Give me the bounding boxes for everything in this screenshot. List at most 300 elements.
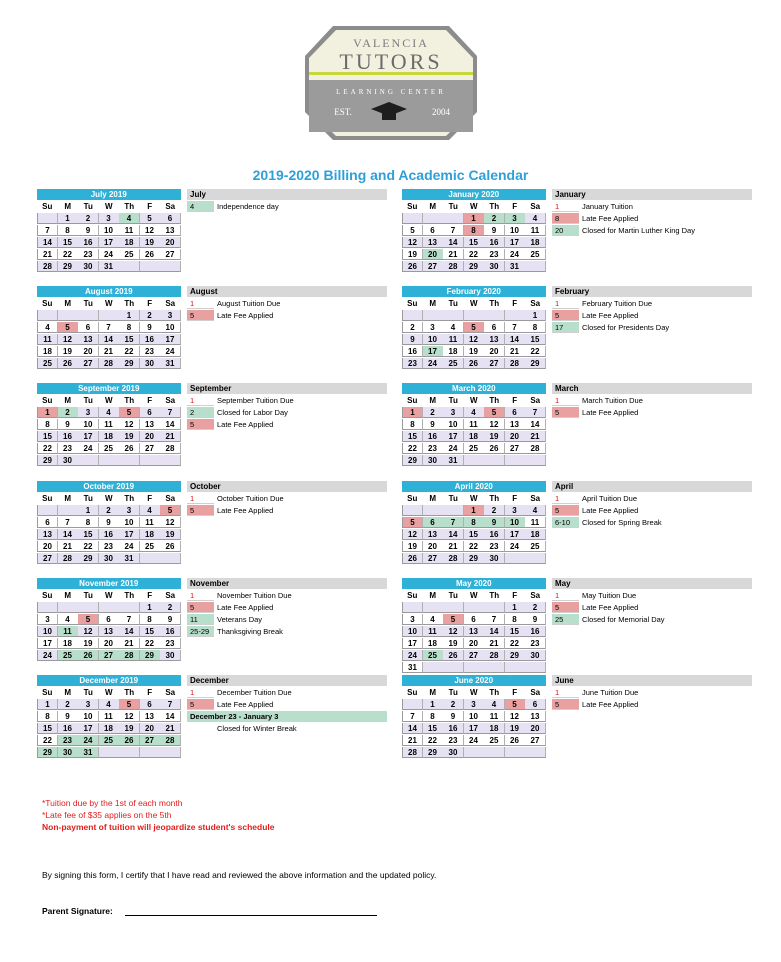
weekday-header: Th — [489, 396, 500, 405]
day-cell: 1 — [423, 699, 444, 710]
day-cell: 16 — [58, 723, 79, 734]
day-cell: 9 — [525, 614, 546, 625]
empty-cell — [464, 310, 485, 321]
event-description: Closed for Labor Day — [217, 408, 288, 417]
event-day: 8 — [552, 213, 579, 224]
empty-cell — [402, 699, 423, 710]
logo-year-text: 2004 — [432, 107, 450, 117]
month-event-header: March — [552, 383, 752, 394]
day-cell: 5 — [78, 614, 99, 625]
day-cell: 19 — [78, 638, 99, 649]
day-cell: 2 — [140, 310, 161, 321]
empty-cell — [58, 310, 79, 321]
day-cell: 26 — [140, 249, 161, 260]
day-cell: 8 — [119, 322, 140, 333]
weekday-header: M — [429, 202, 437, 211]
day-cell: 22 — [119, 346, 140, 357]
empty-cell — [423, 213, 444, 224]
day-cell: 10 — [423, 334, 444, 345]
signature-label: Parent Signature: — [42, 906, 113, 916]
day-cell: 9 — [58, 711, 79, 722]
empty-cell — [99, 310, 120, 321]
day-cell: 17 — [443, 431, 464, 442]
day-cell: 29 — [464, 553, 485, 564]
day-cell: 11 — [464, 419, 485, 430]
day-cell: 6 — [99, 614, 120, 625]
day-cell: 29 — [402, 455, 423, 466]
day-cell: 17 — [423, 346, 444, 357]
empty-cell — [443, 602, 464, 613]
day-cell: 28 — [443, 261, 464, 272]
day-cell: 26 — [58, 358, 79, 369]
day-cell: 27 — [464, 650, 485, 661]
event-day: 5 — [187, 602, 214, 613]
day-cell: 5 — [484, 407, 505, 418]
day-cell: 16 — [140, 334, 161, 345]
weekday-header: M — [429, 688, 437, 697]
day-cell: 31 — [78, 747, 99, 758]
day-cell: 10 — [78, 419, 99, 430]
day-cell: 10 — [505, 517, 526, 528]
day-cell: 23 — [78, 249, 99, 260]
day-cell: 22 — [140, 638, 161, 649]
day-cell: 15 — [37, 431, 58, 442]
day-cell: 26 — [402, 261, 423, 272]
weekday-header: F — [147, 299, 153, 308]
day-cell: 18 — [37, 346, 58, 357]
day-cell: 29 — [140, 650, 161, 661]
day-cell: 14 — [443, 529, 464, 540]
day-cell: 7 — [505, 322, 526, 333]
day-cell: 5 — [464, 322, 485, 333]
day-cell: 10 — [37, 626, 58, 637]
day-cell: 12 — [119, 419, 140, 430]
day-cell: 11 — [140, 517, 161, 528]
month-event-header: January — [552, 189, 752, 200]
empty-cell — [525, 747, 546, 758]
day-cell: 9 — [484, 517, 505, 528]
empty-cell — [505, 553, 526, 564]
empty-cell — [423, 310, 444, 321]
day-cell: 10 — [78, 711, 99, 722]
day-cell: 5 — [402, 225, 423, 236]
day-cell: 13 — [505, 419, 526, 430]
empty-cell — [505, 455, 526, 466]
day-cell: 25 — [484, 735, 505, 746]
day-cell: 14 — [37, 237, 58, 248]
day-cell: 8 — [58, 225, 79, 236]
event-description: Closed for Memorial Day — [582, 615, 665, 624]
day-cell: 5 — [58, 322, 79, 333]
day-cell: 14 — [402, 723, 423, 734]
day-cell: 23 — [58, 735, 79, 746]
weekday-header: F — [147, 688, 153, 697]
day-cell: 4 — [443, 322, 464, 333]
day-cell: 4 — [37, 322, 58, 333]
day-cell: 1 — [140, 602, 161, 613]
empty-cell — [423, 602, 444, 613]
day-cell: 30 — [484, 553, 505, 564]
day-cell: 24 — [37, 650, 58, 661]
day-cell: 17 — [78, 431, 99, 442]
day-cell: 9 — [423, 419, 444, 430]
day-cell: 15 — [505, 626, 526, 637]
day-cell: 3 — [423, 322, 444, 333]
day-cell: 24 — [119, 541, 140, 552]
event-description: April Tuition Due — [582, 494, 638, 503]
day-cell: 21 — [505, 346, 526, 357]
day-cell: 20 — [423, 249, 444, 260]
weekday-header: Su — [407, 396, 418, 405]
day-cell: 27 — [505, 443, 526, 454]
weekday-header: M — [64, 396, 72, 405]
weekday-header: F — [512, 494, 518, 503]
empty-cell — [119, 602, 140, 613]
day-cell: 9 — [140, 322, 161, 333]
day-cell: 24 — [505, 249, 526, 260]
day-cell: 27 — [78, 358, 99, 369]
day-cell: 20 — [423, 541, 444, 552]
day-cell: 12 — [402, 529, 423, 540]
day-cell: 5 — [140, 213, 161, 224]
weekday-header: Th — [124, 591, 135, 600]
day-cell: 24 — [505, 541, 526, 552]
day-cell: 9 — [99, 517, 120, 528]
day-cell: 4 — [484, 699, 505, 710]
event-day: 1 — [187, 395, 214, 406]
day-cell: 27 — [423, 261, 444, 272]
day-cell: 2 — [78, 213, 99, 224]
day-cell: 13 — [37, 529, 58, 540]
day-cell: 25 — [140, 541, 161, 552]
weekday-header: W — [469, 494, 478, 503]
event-description: Late Fee Applied — [217, 506, 274, 515]
day-cell: 27 — [140, 735, 161, 746]
day-cell: 10 — [119, 517, 140, 528]
weekday-header: Su — [407, 202, 418, 211]
event-description: February Tuition Due — [582, 299, 653, 308]
day-cell: 8 — [423, 711, 444, 722]
weekday-header: F — [147, 396, 153, 405]
day-cell: 2 — [402, 322, 423, 333]
day-cell: 30 — [58, 747, 79, 758]
empty-cell — [402, 505, 423, 516]
empty-cell — [160, 553, 181, 564]
day-cell: 21 — [160, 431, 181, 442]
day-cell: 7 — [484, 614, 505, 625]
weekday-header: Sa — [530, 688, 541, 697]
day-cell: 3 — [505, 505, 526, 516]
day-cell: 14 — [160, 711, 181, 722]
month-title: March 2020 — [402, 383, 546, 394]
day-cell: 21 — [525, 431, 546, 442]
day-cell: 6 — [78, 322, 99, 333]
day-cell: 7 — [160, 407, 181, 418]
day-cell: 15 — [402, 431, 423, 442]
day-cell: 2 — [443, 699, 464, 710]
event-description: Veterans Day — [217, 615, 263, 624]
day-cell: 22 — [78, 541, 99, 552]
empty-cell — [484, 662, 505, 673]
day-cell: 26 — [78, 650, 99, 661]
month-title: July 2019 — [37, 189, 181, 200]
day-cell: 13 — [78, 334, 99, 345]
day-cell: 15 — [119, 334, 140, 345]
day-cell: 3 — [78, 407, 99, 418]
weekday-header: Sa — [165, 202, 176, 211]
event-description: Closed for Spring Break — [582, 518, 662, 527]
weekday-header: F — [512, 688, 518, 697]
empty-cell — [119, 455, 140, 466]
weekday-header: M — [429, 396, 437, 405]
day-cell: 9 — [78, 225, 99, 236]
empty-cell — [160, 747, 181, 758]
month-event-header: April — [552, 481, 752, 492]
day-cell: 13 — [484, 334, 505, 345]
event-description: October Tuition Due — [217, 494, 284, 503]
empty-cell — [464, 455, 485, 466]
weekday-header: Sa — [165, 494, 176, 503]
day-cell: 28 — [525, 443, 546, 454]
day-cell: 9 — [443, 711, 464, 722]
day-cell: 14 — [99, 334, 120, 345]
day-cell: 20 — [140, 723, 161, 734]
empty-cell — [119, 747, 140, 758]
weekday-header: Sa — [530, 396, 541, 405]
event-description: September Tuition Due — [217, 396, 294, 405]
event-day: 4 — [187, 201, 214, 212]
event-day: 5 — [552, 505, 579, 516]
day-cell: 11 — [525, 517, 546, 528]
day-cell: 25 — [423, 650, 444, 661]
day-cell: 21 — [37, 249, 58, 260]
day-cell: 2 — [58, 699, 79, 710]
day-cell: 27 — [423, 553, 444, 564]
day-cell: 10 — [402, 626, 423, 637]
day-cell: 29 — [423, 747, 444, 758]
weekday-header: Sa — [165, 688, 176, 697]
day-cell: 19 — [402, 249, 423, 260]
day-cell: 16 — [525, 626, 546, 637]
day-cell: 17 — [402, 638, 423, 649]
weekday-header: W — [469, 591, 478, 600]
day-cell: 23 — [484, 249, 505, 260]
day-cell: 21 — [484, 638, 505, 649]
event-day: 2 — [187, 407, 214, 418]
day-cell: 22 — [464, 249, 485, 260]
weekday-header: Th — [124, 299, 135, 308]
empty-cell — [423, 662, 444, 673]
day-cell: 17 — [37, 638, 58, 649]
day-cell: 20 — [525, 723, 546, 734]
day-cell: 8 — [37, 711, 58, 722]
empty-cell — [37, 310, 58, 321]
weekday-header: M — [429, 591, 437, 600]
weekday-header: W — [469, 299, 478, 308]
note-tuition-due: *Tuition due by the 1st of each month — [42, 798, 183, 808]
day-cell: 3 — [119, 505, 140, 516]
weekday-header: Tu — [448, 688, 458, 697]
day-cell: 8 — [505, 614, 526, 625]
event-day: 1 — [552, 590, 579, 601]
day-cell: 18 — [423, 638, 444, 649]
day-cell: 3 — [402, 614, 423, 625]
day-cell: 26 — [484, 443, 505, 454]
day-cell: 24 — [464, 735, 485, 746]
day-cell: 7 — [160, 699, 181, 710]
day-cell: 11 — [423, 626, 444, 637]
day-cell: 4 — [119, 213, 140, 224]
day-cell: 21 — [119, 638, 140, 649]
event-description: January Tuition — [582, 202, 633, 211]
day-cell: 16 — [58, 431, 79, 442]
event-day: 5 — [552, 602, 579, 613]
day-cell: 19 — [464, 346, 485, 357]
weekday-header: Th — [124, 494, 135, 503]
day-cell: 23 — [484, 541, 505, 552]
logo-name-text: TUTORS — [339, 49, 443, 74]
weekday-header: W — [469, 396, 478, 405]
day-cell: 2 — [99, 505, 120, 516]
event-day: 1 — [187, 493, 214, 504]
day-cell: 28 — [119, 650, 140, 661]
day-cell: 29 — [525, 358, 546, 369]
day-cell: 20 — [505, 431, 526, 442]
event-day: 5 — [187, 505, 214, 516]
day-cell: 30 — [525, 650, 546, 661]
day-cell: 15 — [464, 529, 485, 540]
day-cell: 6 — [37, 517, 58, 528]
day-cell: 17 — [99, 237, 120, 248]
empty-cell — [423, 505, 444, 516]
day-cell: 14 — [484, 626, 505, 637]
empty-cell — [58, 505, 79, 516]
day-cell: 31 — [160, 358, 181, 369]
event-description: Late Fee Applied — [217, 420, 274, 429]
event-day: 25 — [552, 614, 579, 625]
day-cell: 6 — [423, 225, 444, 236]
weekday-header: Tu — [448, 299, 458, 308]
day-cell: 11 — [119, 225, 140, 236]
month-title: October 2019 — [37, 481, 181, 492]
weekday-header: Sa — [530, 494, 541, 503]
logo-top-text: VALENCIA — [353, 36, 429, 50]
day-cell: 12 — [443, 626, 464, 637]
day-cell: 7 — [525, 407, 546, 418]
day-cell: 24 — [402, 650, 423, 661]
day-cell: 27 — [140, 443, 161, 454]
day-cell: 14 — [525, 419, 546, 430]
day-cell: 25 — [119, 249, 140, 260]
empty-cell — [140, 553, 161, 564]
day-cell: 9 — [160, 614, 181, 625]
month-event-header: June — [552, 675, 752, 686]
weekday-header: W — [469, 688, 478, 697]
day-cell: 8 — [464, 225, 485, 236]
day-cell: 7 — [402, 711, 423, 722]
weekday-header: W — [104, 591, 113, 600]
day-cell: 25 — [37, 358, 58, 369]
day-cell: 29 — [37, 747, 58, 758]
day-cell: 6 — [140, 407, 161, 418]
weekday-header: Tu — [448, 494, 458, 503]
weekday-header: Sa — [530, 202, 541, 211]
weekday-header: M — [64, 688, 72, 697]
signature-line[interactable] — [125, 915, 377, 916]
day-cell: 11 — [443, 334, 464, 345]
weekday-header: W — [104, 688, 113, 697]
day-cell: 12 — [78, 626, 99, 637]
weekday-header: Tu — [83, 299, 93, 308]
day-cell: 31 — [443, 455, 464, 466]
day-cell: 12 — [484, 419, 505, 430]
day-cell: 31 — [505, 261, 526, 272]
day-cell: 29 — [505, 650, 526, 661]
empty-cell — [484, 455, 505, 466]
day-cell: 10 — [505, 225, 526, 236]
day-cell: 29 — [37, 455, 58, 466]
day-cell: 18 — [99, 723, 120, 734]
weekday-header: Su — [407, 494, 418, 503]
event-day: 1 — [552, 493, 579, 504]
event-description: March Tuition Due — [582, 396, 643, 405]
month-event-header: February — [552, 286, 752, 297]
day-cell: 7 — [58, 517, 79, 528]
day-cell: 31 — [119, 553, 140, 564]
event-day: 5 — [552, 310, 579, 321]
empty-cell — [484, 747, 505, 758]
day-cell: 23 — [402, 358, 423, 369]
day-cell: 19 — [140, 237, 161, 248]
event-day: 1 — [552, 395, 579, 406]
day-cell: 13 — [464, 626, 485, 637]
day-cell: 23 — [160, 638, 181, 649]
day-cell: 27 — [525, 735, 546, 746]
day-cell: 1 — [119, 310, 140, 321]
weekday-header: F — [147, 591, 153, 600]
weekday-header: Su — [42, 591, 53, 600]
day-cell: 10 — [443, 419, 464, 430]
weekday-header: Tu — [83, 688, 93, 697]
weekday-header: F — [512, 299, 518, 308]
day-cell: 13 — [140, 711, 161, 722]
day-cell: 20 — [484, 346, 505, 357]
day-cell: 26 — [160, 541, 181, 552]
month-title: August 2019 — [37, 286, 181, 297]
weekday-header: W — [104, 396, 113, 405]
day-cell: 11 — [99, 419, 120, 430]
day-cell: 7 — [443, 225, 464, 236]
day-cell: 20 — [464, 638, 485, 649]
day-cell: 22 — [505, 638, 526, 649]
month-title: September 2019 — [37, 383, 181, 394]
empty-cell — [78, 455, 99, 466]
day-cell: 25 — [525, 541, 546, 552]
day-cell: 30 — [160, 650, 181, 661]
month-event-header: May — [552, 578, 752, 589]
day-cell: 3 — [160, 310, 181, 321]
day-cell: 2 — [160, 602, 181, 613]
month-event-header: September — [187, 383, 387, 394]
day-cell: 22 — [402, 443, 423, 454]
day-cell: 11 — [525, 225, 546, 236]
weekday-header: Th — [489, 591, 500, 600]
day-cell: 31 — [99, 261, 120, 272]
day-cell: 20 — [78, 346, 99, 357]
empty-cell — [119, 261, 140, 272]
day-cell: 1 — [37, 407, 58, 418]
day-cell: 16 — [423, 431, 444, 442]
